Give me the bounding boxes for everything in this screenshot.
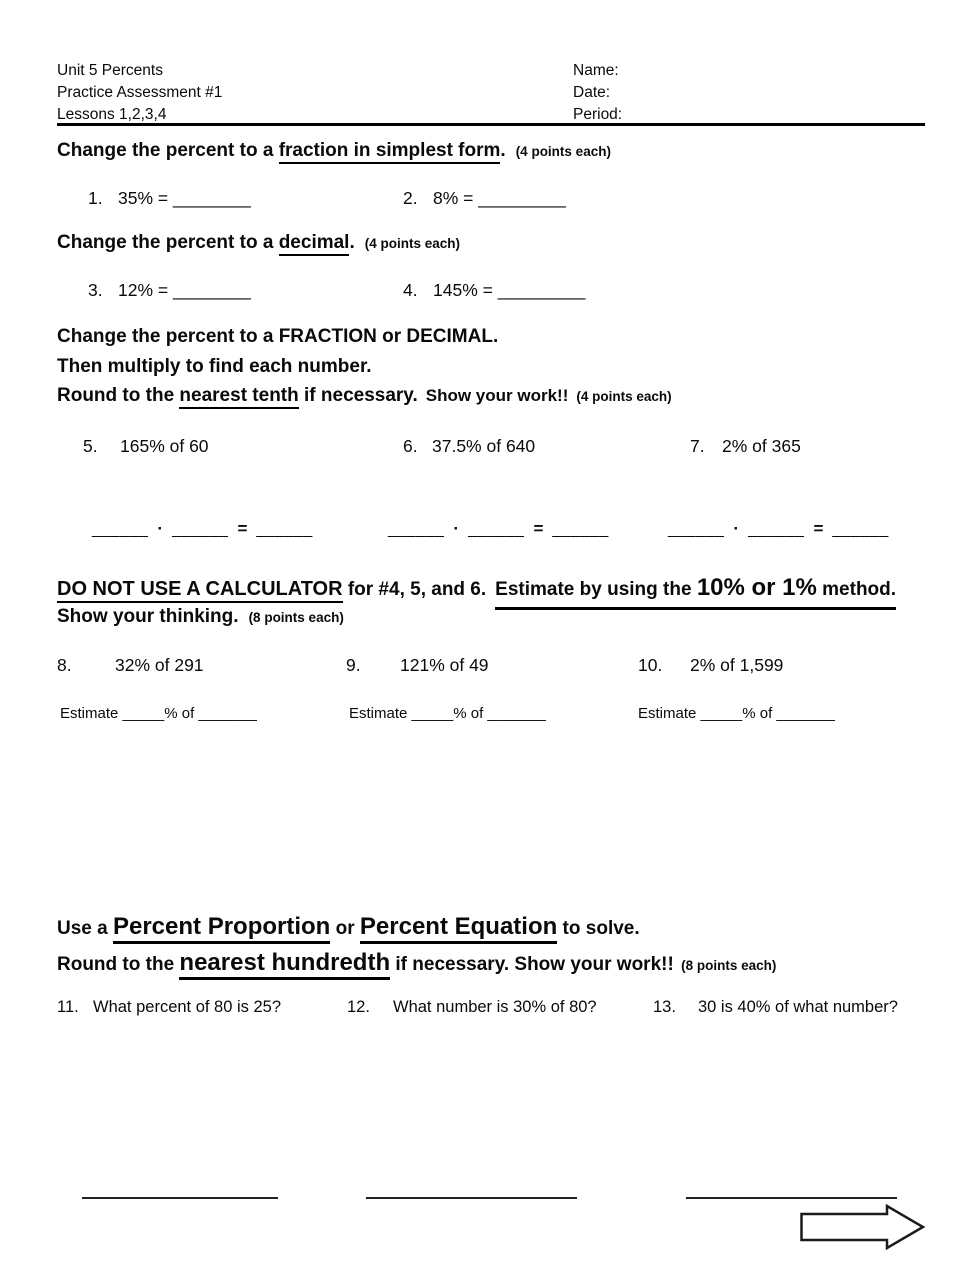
estimate-method-underlined xyxy=(495,572,896,610)
work-blank: ______ xyxy=(256,521,313,538)
section-fraction-title-underlined: fraction in simplest form xyxy=(279,140,501,164)
problem-13-number: 13. xyxy=(653,998,676,1016)
work-blank: ______ xyxy=(172,521,229,538)
problem-10-number: 10. xyxy=(638,655,663,675)
header-period-label: Period: xyxy=(573,106,623,123)
work-blank: ______ xyxy=(388,521,445,538)
section-fraction-points: (4 points each) xyxy=(515,144,611,159)
show-thinking-text: Show your thinking. xyxy=(57,606,239,627)
no-calculator-underlined: DO NOT USE A CALCULATOR xyxy=(57,578,343,603)
section-decimal-points: (4 points each) xyxy=(364,236,461,251)
header-unit: Unit 5 Percents xyxy=(57,62,163,79)
section-multiply-show-work: Show your work!! xyxy=(425,386,569,405)
work-blank: ______ xyxy=(748,521,805,538)
multiply-dot: · xyxy=(157,519,164,538)
answer-line-11 xyxy=(82,1197,278,1199)
work-blank: ______ xyxy=(92,521,149,538)
header-divider xyxy=(57,123,925,126)
calculator-for-text: for #4, 5, and 6. xyxy=(342,579,487,600)
section-multiply-line2: Then multiply to find each number. xyxy=(57,355,372,377)
header-name-label: Name: xyxy=(573,62,619,79)
problem-5-text: 165% of 60 xyxy=(120,436,209,456)
section-multiply-line1: Change the percent to a FRACTION or DECIMAL. xyxy=(57,326,499,347)
problem-4-text: 145% = _________ xyxy=(433,280,586,300)
show-thinking-line xyxy=(57,606,344,628)
estimate-method-post: method. xyxy=(816,579,897,600)
section-proportion-title xyxy=(57,910,640,946)
problem-6-text: 37.5% of 640 xyxy=(432,436,536,456)
problem-8-number: 8. xyxy=(57,655,72,675)
estimate-method-big: 10% or 1% xyxy=(696,574,817,601)
section-decimal-title xyxy=(57,231,460,256)
header-lessons: Lessons 1,2,3,4 xyxy=(57,106,167,123)
problem-1-number: 1. xyxy=(88,188,103,208)
problem-7-text: 2% of 365 xyxy=(722,436,801,456)
section-multiply-line3-pre: Round to the xyxy=(57,385,180,406)
right-arrow-icon xyxy=(800,1204,925,1250)
header-assessment: Practice Assessment #1 xyxy=(57,84,223,101)
work-blank: ______ xyxy=(832,521,889,538)
section-multiply-line3-underlined: nearest tenth xyxy=(179,385,298,409)
work-line-6 xyxy=(388,519,609,539)
show-thinking-points: (8 points each) xyxy=(248,610,344,625)
problem-12-number: 12. xyxy=(347,998,370,1016)
problem-3-text: 12% = ________ xyxy=(118,280,251,300)
percent-proportion-underlined: Percent Proportion xyxy=(113,913,330,944)
proportion-points: (8 points each) xyxy=(681,958,777,973)
header-right xyxy=(573,60,622,126)
problem-6-number: 6. xyxy=(403,436,418,456)
problem-1-text: 35% = ________ xyxy=(118,188,251,208)
problem-5-number: 5. xyxy=(83,436,98,456)
section-decimal-title-post: . xyxy=(349,232,355,253)
work-blank: ______ xyxy=(468,521,525,538)
answer-line-13 xyxy=(686,1197,897,1199)
section-fraction-title-pre: Change the percent to a xyxy=(57,140,279,161)
section-decimal-title-pre: Change the percent to a xyxy=(57,232,279,253)
header-left xyxy=(57,60,222,126)
estimate-blank-8: Estimate _____% of _______ xyxy=(60,705,257,722)
percent-equation-underlined: Percent Equation xyxy=(360,913,557,944)
work-line-7 xyxy=(668,519,889,539)
problem-7-number: 7. xyxy=(690,436,705,456)
multiply-dot: · xyxy=(453,519,460,538)
nearest-hundredth-underlined: nearest hundredth xyxy=(179,949,390,980)
problem-4-number: 4. xyxy=(403,280,418,300)
problem-2-number: 2. xyxy=(403,188,418,208)
problem-11-number: 11. xyxy=(57,998,79,1016)
section-fraction-title-post: . xyxy=(500,140,506,161)
section-multiply-line3-post: if necessary. xyxy=(298,385,418,406)
problem-9-text: 121% of 49 xyxy=(400,655,489,675)
round-pre-text: Round to the xyxy=(57,954,180,975)
section-multiply-line3 xyxy=(57,381,672,412)
equals-sign: = xyxy=(813,519,824,538)
estimate-blank-9: Estimate _____% of _______ xyxy=(349,705,546,722)
problem-9-number: 9. xyxy=(346,655,361,675)
answer-line-12 xyxy=(366,1197,577,1199)
section-multiply-title xyxy=(57,322,672,412)
section-proportion-line2 xyxy=(57,946,776,983)
estimate-method-pre: Estimate by using the xyxy=(495,579,697,600)
estimate-blank-10: Estimate _____% of _______ xyxy=(638,705,835,722)
header-date-label: Date: xyxy=(573,84,611,101)
equals-sign: = xyxy=(237,519,248,538)
multiply-dot: · xyxy=(733,519,740,538)
work-line-5 xyxy=(92,519,313,539)
problem-13-text: 30 is 40% of what number? xyxy=(698,998,898,1016)
section-fraction-title xyxy=(57,139,611,164)
work-blank: ______ xyxy=(552,521,609,538)
problem-3-number: 3. xyxy=(88,280,103,300)
work-blank: ______ xyxy=(668,521,725,538)
problem-12-text: What number is 30% of 80? xyxy=(393,998,597,1016)
problem-2-text: 8% = _________ xyxy=(433,188,566,208)
equals-sign: = xyxy=(533,519,544,538)
section-multiply-points: (4 points each) xyxy=(576,389,672,404)
or-text: or xyxy=(330,918,360,939)
to-solve-text: to solve. xyxy=(557,918,640,939)
section-decimal-title-underlined: decimal xyxy=(279,232,350,256)
problem-11-text: What percent of 80 is 25? xyxy=(93,998,282,1016)
problem-10-text: 2% of 1,599 xyxy=(690,655,784,675)
problem-8-text: 32% of 291 xyxy=(115,655,204,675)
section-calculator-title xyxy=(57,572,896,610)
use-a-text: Use a xyxy=(57,918,113,939)
round-post-text: if necessary. Show your work!! xyxy=(390,954,680,975)
